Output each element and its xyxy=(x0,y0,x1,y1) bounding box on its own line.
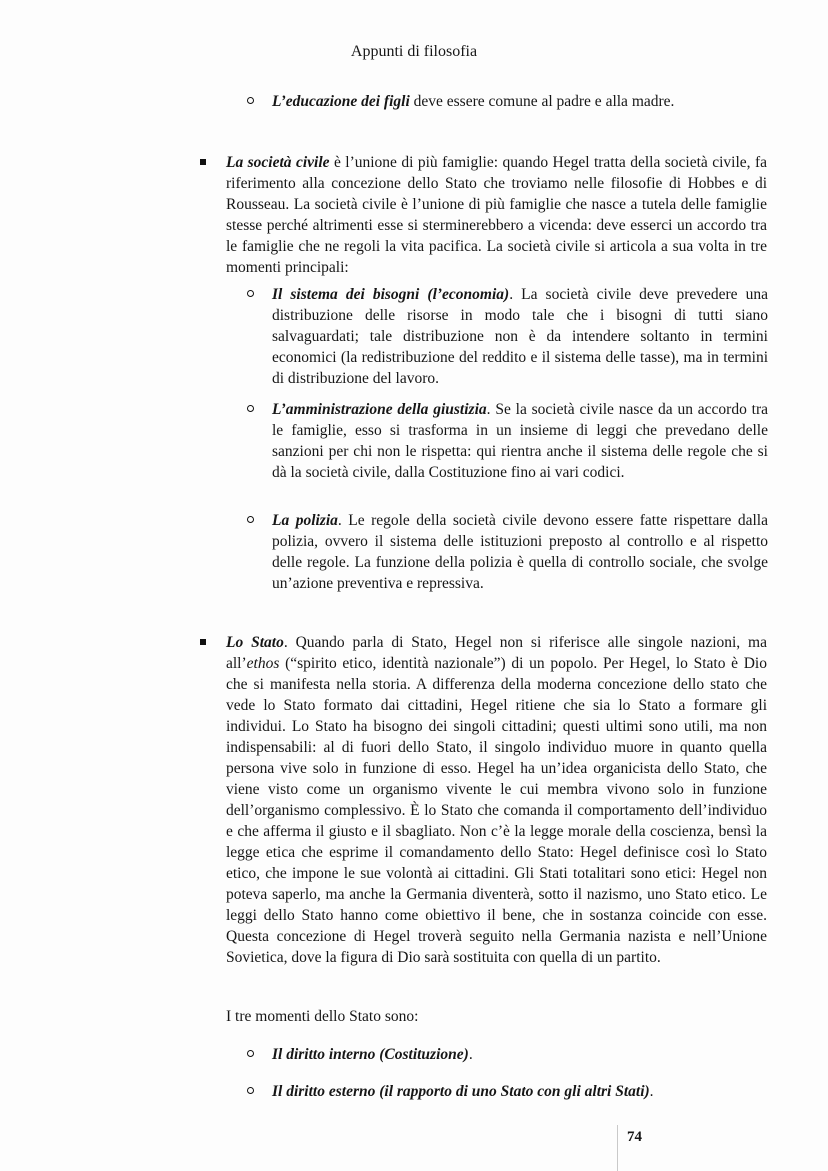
paragraph-amministrazione-giustizia xyxy=(272,399,768,483)
emphasis-lead-text: Il diritto esterno (il rapporto di uno Stato con gli altri Stati) xyxy=(272,1083,650,1100)
body-text: . xyxy=(649,1083,654,1100)
list-item-educazione-figli xyxy=(272,91,768,112)
list-item-diritto-interno xyxy=(272,1044,768,1065)
emphasis-lead-text: Il diritto interno (Costituzione) xyxy=(272,1046,469,1063)
body-text: (“spirito etico, identità nazionale”) di un popolo. Per Hegel, lo Stato è Dio che si manifesta nella storia. A differenza della moderna concezione dello stato che vede lo Stato formato dai cittadini, Hegel ritiene che sia lo Stato a formare gli individui. Lo Stato ha bisogno dei singoli cittadini; questi ultimi sono utili, ma non indispensabili: al di fuori dello Stato, il singolo individuo muore in quanto quella persona vive solo in funzione di esso. Hegel ha un’idea organicista dello Stato, che viene visto come un organismo vivente le cui membra vivono solo in funzione dell’organismo complessivo. È lo Stato che comanda il comportamento dell’individuo e che afferma il giusto e il sbagliato. Non c’è la legge morale della coscienza, bensì la legge etica che esprime il comandamento dello Stato: Hegel definisce così lo Stato etico, che impone le sue volontà ai cittadini. Gli Stati totalitari sono etici: Hegel non poteva saperlo, ma anche la Germania diventerà, sotto il nazismo, uno Stato etico. Le leggi dello Stato hanno come obiettivo il bene, che in sostanza coincide con esse. Questa concezione di Hegel troverà seguito nella Germania nazista e nell’Unione Sovietica, dove la figura di Dio sarà sostituita con quella di un partito. xyxy=(226,655,767,966)
square-bullet-icon xyxy=(200,159,206,165)
circle-bullet-icon xyxy=(247,97,254,104)
body-text: . Se la società civile nasce da un accordo tra le famiglie, esso si trasforma in un insieme di leggi che prevedano delle sanzioni per chi non le rispetta: qui rientra anche il sistema delle regole che si dà la società civile, dalla Costituzione fino ai vari codici. xyxy=(272,401,768,481)
page-number: 74 xyxy=(627,1129,642,1145)
paragraph-diritto-interno xyxy=(272,1044,768,1065)
paragraph-polizia xyxy=(272,510,768,594)
body-text: è l’unione di più famiglie: quando Hegel tratta della società civile, fa riferimento alla concezione dello Stato che troviamo nelle filosofie di Hobbes e di Rousseau. La società civile è l’unione di più famiglie che nasce a tutela delle famiglie stesse perché altrimenti esse si sterminerebbero a vicenda: deve esserci un accordo tra le famiglie che ne regoli la vita pacifica. La società civile si articola a sua volta in tre momenti principali: xyxy=(226,154,767,276)
italic-term: ethos xyxy=(246,655,280,672)
paragraph-educazione-figli xyxy=(272,91,768,112)
square-bullet-icon xyxy=(200,639,206,645)
circle-bullet-icon xyxy=(247,290,254,297)
paragraph-tre-momenti: I tre momenti dello Stato sono: xyxy=(226,1008,419,1025)
list-item-lo-stato xyxy=(226,632,767,968)
paragraph-sistema-bisogni xyxy=(272,284,768,389)
emphasis-lead-text: Lo Stato xyxy=(226,634,284,651)
emphasis-lead-text: L’educazione dei figli xyxy=(272,93,410,110)
body-text: . xyxy=(468,1046,473,1063)
circle-bullet-icon xyxy=(247,1087,254,1094)
list-item-amministrazione-giustizia xyxy=(272,399,768,483)
circle-bullet-icon xyxy=(247,516,254,523)
list-item-diritto-esterno xyxy=(272,1081,768,1102)
state-moments-intro xyxy=(226,1006,767,1027)
emphasis-lead-text: Il sistema dei bisogni (l’economia) xyxy=(272,286,510,303)
list-item-polizia xyxy=(272,510,768,594)
paragraph-societa-civile xyxy=(226,152,767,278)
paragraph-diritto-esterno xyxy=(272,1081,768,1102)
circle-bullet-icon xyxy=(247,405,254,412)
body-text: . Le regole della società civile devono essere fatte rispettare dalla polizia, ovvero il sistema delle istituzioni preposto al controllo e al rispetto delle regole. La funzione della polizia è quella di controllo sociale, che svolge un’azione preventiva e repressiva. xyxy=(272,512,768,592)
body-text: . Quando parla di Stato, Hegel non si riferisce alle singole nazioni, ma all’ xyxy=(226,634,767,672)
body-text: . La società civile deve prevedere una distribuzione delle risorse in modo tale che i bisogni di tutti siano salvaguardati; tale distribuzione non è da intendere soltanto in termini economici (la redistribuzione del reddito e il sistema delle tasse), ma in termini di distribuzione del lavoro. xyxy=(272,286,769,387)
page-title: Appunti di filosofia xyxy=(350,43,478,60)
list-item-sistema-bisogni xyxy=(272,284,768,389)
footer-divider xyxy=(617,1125,618,1171)
circle-bullet-icon xyxy=(247,1050,254,1057)
emphasis-lead-text: L’amministrazione della giustizia xyxy=(272,401,487,418)
emphasis-lead-text: La polizia xyxy=(272,512,338,529)
paragraph-lo-stato xyxy=(226,632,767,968)
page-header xyxy=(0,42,828,62)
body-text: deve essere comune al padre e alla madre. xyxy=(409,93,675,110)
emphasis-lead-text: La società civile xyxy=(226,154,330,171)
list-item-societa-civile xyxy=(226,152,767,278)
